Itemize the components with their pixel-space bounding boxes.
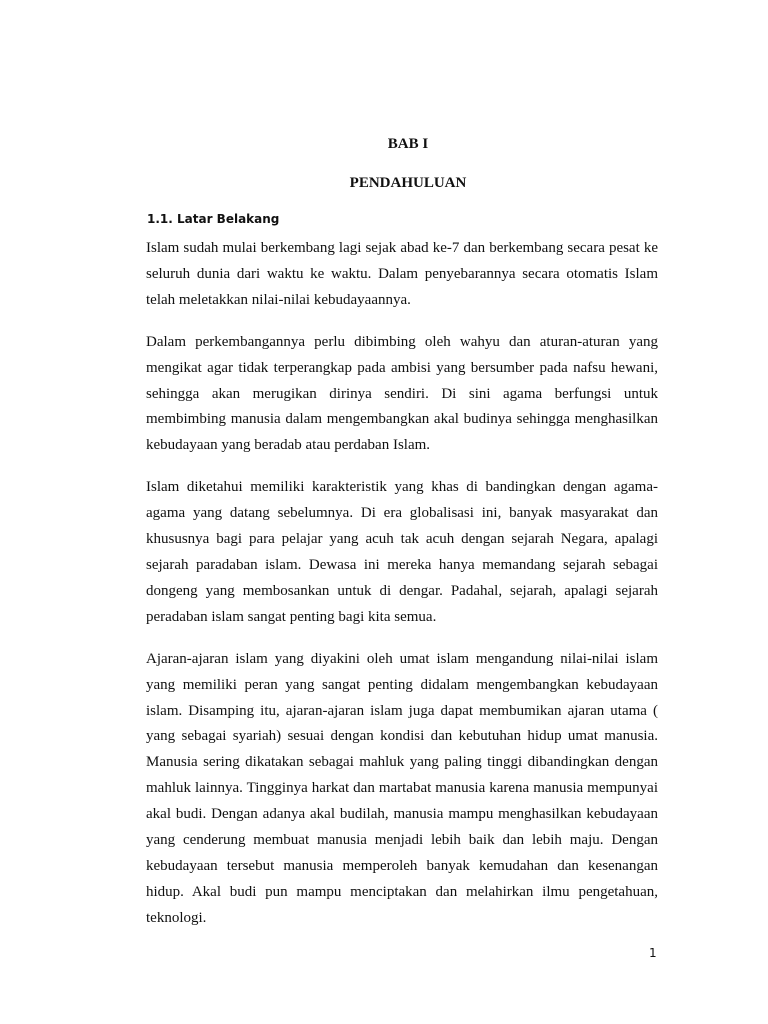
chapter-title: PENDAHULUAN — [349, 175, 467, 191]
paragraph: Ajaran-ajaran islam yang diyakini oleh umat islam mengandung nilai-nilai islam yang memiliki peran yang sangat penting didalam mengembangkan kebudayaan islam. Disamping itu, ajaran-ajaran islam juga dapat membumikan ajaran utama ( yang sebagai syariah) sesuai dengan kondisi dan kebutuhan hidup umat manusia. Manusia sering dikatakan sebagai mahluk yang paling tinggi dibandingkan dengan mahluk lainnya. Tingginya harkat dan martabat manusia karena manusia mempunyai akal budi. Dengan adanya akal budilah, manusia mampu menghasilkan kebudayaan yang cenderung membuat manusia menjadi lebih baik dan lebih maju. Dengan kebudayaan tersebut manusia memperoleh banyak kemudahan dan kesenangan hidup. Akal budi pun mampu menciptakan dan melahirkan ilmu pengetahuan, teknologi. — [146, 650, 658, 926]
paragraph: Islam diketahui memiliki karakteristik yang khas di bandingkan dengan agama-agama yang datang sebelumnya. Di era globalisasi ini, banyak masyarakat dan khususnya bagi para pelajar yang acuh tak acuh dengan sejarah Negara, apalagi sejarah paradaban islam. Dewasa ini mereka hanya memandang sejarah sebagai dongeng yang membosankan untuk di dengar. Padahal, sejarah, apalagi sejarah peradaban islam sangat penting bagi kita semua. — [146, 479, 658, 625]
section-heading: 1.1. Latar Belakang — [147, 212, 280, 226]
paragraph: Dalam perkembangannya perlu dibimbing oleh wahyu dan aturan-aturan yang mengikat agar tidak terperangkap pada ambisi yang bersumber pada nafsu hewani, sehingga akan merugikan dirinya sendiri. Di sini agama berfungsi untuk membimbing manusia dalam mengembangkan akal budinya sehingga menghasilkan kebudayaan yang beradab atau perdaban Islam. — [146, 333, 658, 454]
paragraph: Islam sudah mulai berkembang lagi sejak abad ke-7 dan berkembang secara pesat ke seluruh dunia dari waktu ke waktu. Dalam penyebarannya secara otomatis Islam telah meletakkan nilai-nilai kebudayaannya. — [146, 240, 658, 308]
body-text — [146, 236, 658, 948]
chapter-number: BAB I — [387, 136, 429, 152]
page-number: 1 — [649, 946, 657, 960]
